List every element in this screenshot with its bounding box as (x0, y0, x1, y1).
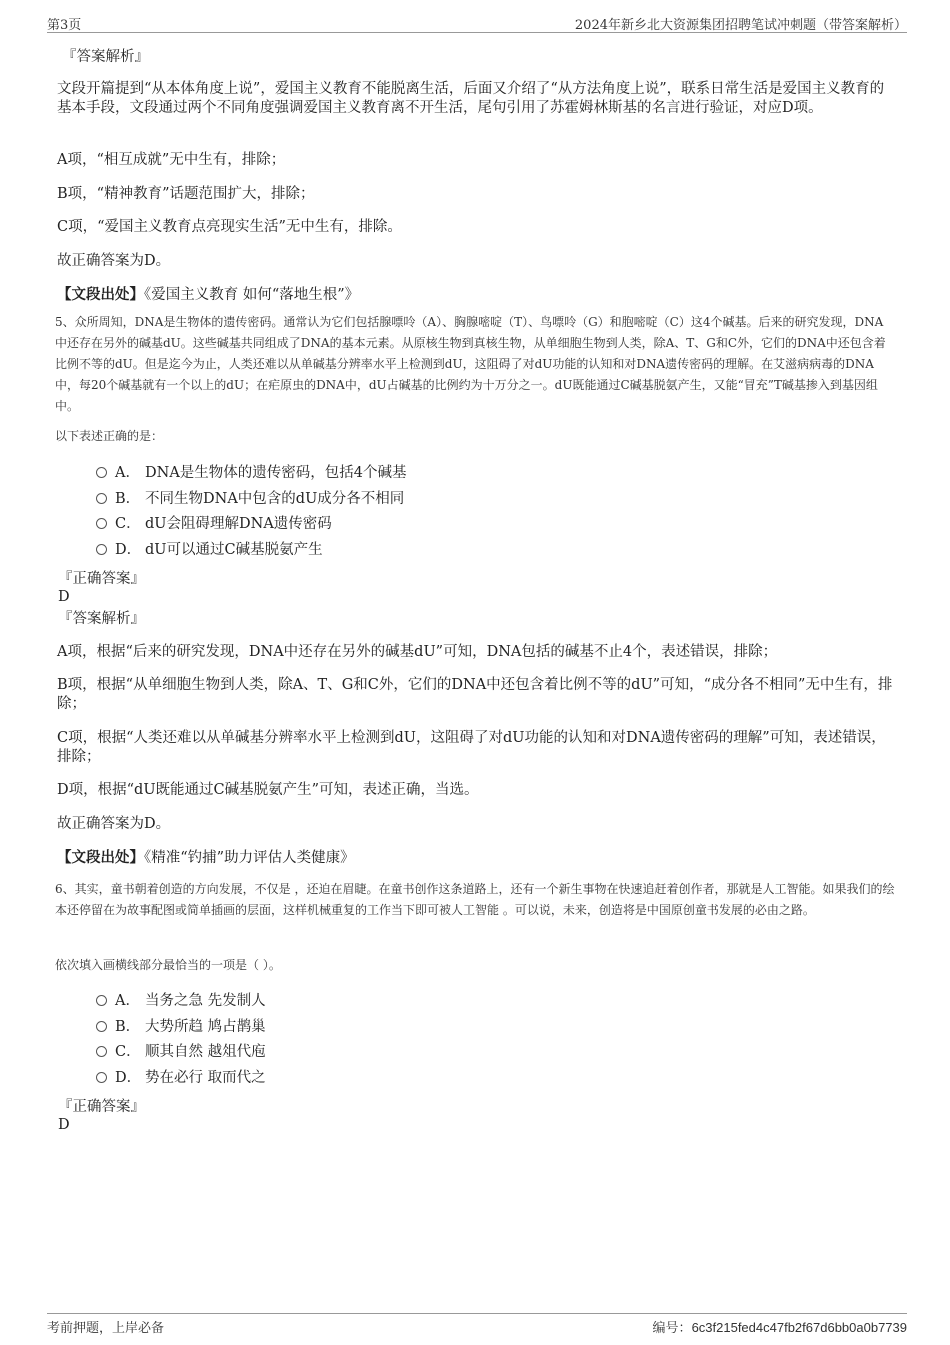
q5-option-b[interactable]: B． 不同生物DNA中包含的dU成分各不相同 (96, 490, 404, 509)
q6-option-b[interactable]: B． 大势所趋 鸠占鹊巢 (96, 1018, 266, 1037)
radio-icon[interactable] (96, 1046, 107, 1057)
q6-prompt: 依次填入画横线部分最恰当的一项是（ ）。 (55, 958, 281, 972)
q6-option-c[interactable]: C． 顺其自然 越俎代庖 (96, 1043, 266, 1062)
q5-option-b-explanation: B项，根据“从单细胞生物到人类，除A、T、G和C外，它们的DNA中还包含着比例不等的dU”可知，“成分各不相同”无中生有，排除； (57, 677, 893, 712)
q5-option-d-explanation: D项，根据“dU既能通过C碱基脱氨产生”可知，表述正确，当选。 (57, 782, 479, 798)
radio-icon[interactable] (96, 518, 107, 529)
q6-option-d[interactable]: D． 势在必行 取而代之 (96, 1069, 266, 1088)
q5-prompt: 以下表述正确的是： (55, 429, 164, 443)
document-code (653, 1317, 907, 1336)
q5-conclusion: 故正确答案为D。 (57, 816, 171, 832)
q6-answer-label: 『正确答案』 (58, 1099, 145, 1115)
q4-source-label: 【文段出处】 (57, 286, 144, 303)
footer-slogan: 考前押题，上岸必备 (47, 1321, 165, 1336)
q4-option-c-explanation: C项，“爱国主义教育点亮现实生活”无中生有，排除。 (57, 219, 402, 235)
radio-icon[interactable] (96, 995, 107, 1006)
q5-source (57, 848, 893, 868)
q5-option-a-explanation: A项，根据“后来的研究发现，DNA中还存在另外的碱基dU”可知，DNA包括的碱基不止4个，表述错误，排除； (57, 644, 778, 660)
radio-icon[interactable] (96, 493, 107, 504)
document-code-value: 6c3f215fed4c47fb2f67d6bb0a0b7739 (691, 1320, 907, 1335)
q6-answer: D (58, 1117, 70, 1133)
radio-icon[interactable] (96, 1021, 107, 1032)
q4-source (57, 285, 893, 305)
q4-source-title: 《爱国主义教育 如何“落地生根”》 (144, 287, 360, 303)
document-title: 2024年新乡北大资源集团招聘笔试冲刺题（带答案解析） (574, 18, 907, 33)
q5-option-d[interactable]: D． dU可以通过C碱基脱氨产生 (96, 541, 323, 560)
q5-answer: D (58, 589, 70, 605)
q5-source-label: 【文段出处】 (57, 849, 144, 866)
q5-answer-label: 『正确答案』 (58, 571, 145, 587)
radio-icon[interactable] (96, 1072, 107, 1083)
document-code-label: 编号： (652, 1320, 692, 1335)
q5-analysis-label: 『答案解析』 (58, 611, 145, 627)
q4-analysis-text: 文段开篇提到“从本体角度上说”，爱国主义教育不能脱离生活，后面又介绍了“从方法角度上说”，联系日常生活是爱国主义教育的基本手段，文段通过两个不同角度强调爱国主义教育离不开生活，尾句引用了苏霍姆林斯基的名言进行验证，对应D项。 (57, 81, 885, 116)
page-header (47, 12, 907, 33)
page-number: 第3页 (47, 18, 82, 33)
radio-icon[interactable] (96, 544, 107, 555)
radio-icon[interactable] (96, 467, 107, 478)
page-footer (47, 1313, 907, 1336)
q5-option-c[interactable]: C． dU会阻碍理解DNA遗传密码 (96, 515, 332, 534)
q5-source-title: 《精准“钓捕”助力评估人类健康》 (144, 850, 355, 866)
q4-option-b-explanation: B项，“精神教育”话题范围扩大，排除； (57, 186, 315, 202)
q4-analysis-label: 『答案解析』 (62, 49, 149, 65)
q6-stem: 6、其实，童书朝着创造的方向发展，不仅是 ，还迫在眉睫。在童书创作这条道路上，还有一个新生事物在快速追赶着创作者，那就是人工智能。如果我们的绘本还停留在为故事配图或简单插画的层面，这样机械重复的工作当下即可被人工智能 。可以说，未来，创造将是中国原创童书发展的必由之路。 (55, 882, 895, 917)
q5-option-c-explanation: C项，根据“人类还难以从单碱基分辨率水平上检测到dU，这阻碍了对dU功能的认知和对DNA遗传密码的理解”可知，表述错误，排除； (57, 730, 886, 765)
q5-option-a[interactable]: A． DNA是生物体的遗传密码，包括4个碱基 (96, 464, 407, 483)
q6-option-a[interactable]: A． 当务之急 先发制人 (96, 992, 266, 1011)
q4-option-a-explanation: A项，“相互成就”无中生有，排除； (57, 152, 286, 168)
q4-conclusion: 故正确答案为D。 (57, 253, 171, 269)
q5-stem: 5、众所周知，DNA是生物体的遗传密码。通常认为它们包括腺嘌呤（A）、胸腺嘧啶（T）、鸟嘌呤（G）和胞嘧啶（C）这4个碱基。后来的研究发现，DNA中还存在另外的碱基dU。这些碱基共同组成了DNA的基本元素。从原核生物到真核生物，从单细胞生物到人类，除A、T、G和C外，它们的DNA中还包含着比例不等的dU。但是迄今为止，人类还难以从单碱基分辨率水平上检测到dU，这阻碍了对dU功能的认知和对DNA遗传密码的理解。在艾滋病病毒的DNA中，每20个碱基就有一个以上的dU；在疟原虫的DNA中，dU占碱基的比例约为十万分之一。dU既能通过C碱基脱氨产生，又能“冒充”T碱基掺入到基因组中。 (55, 315, 886, 413)
